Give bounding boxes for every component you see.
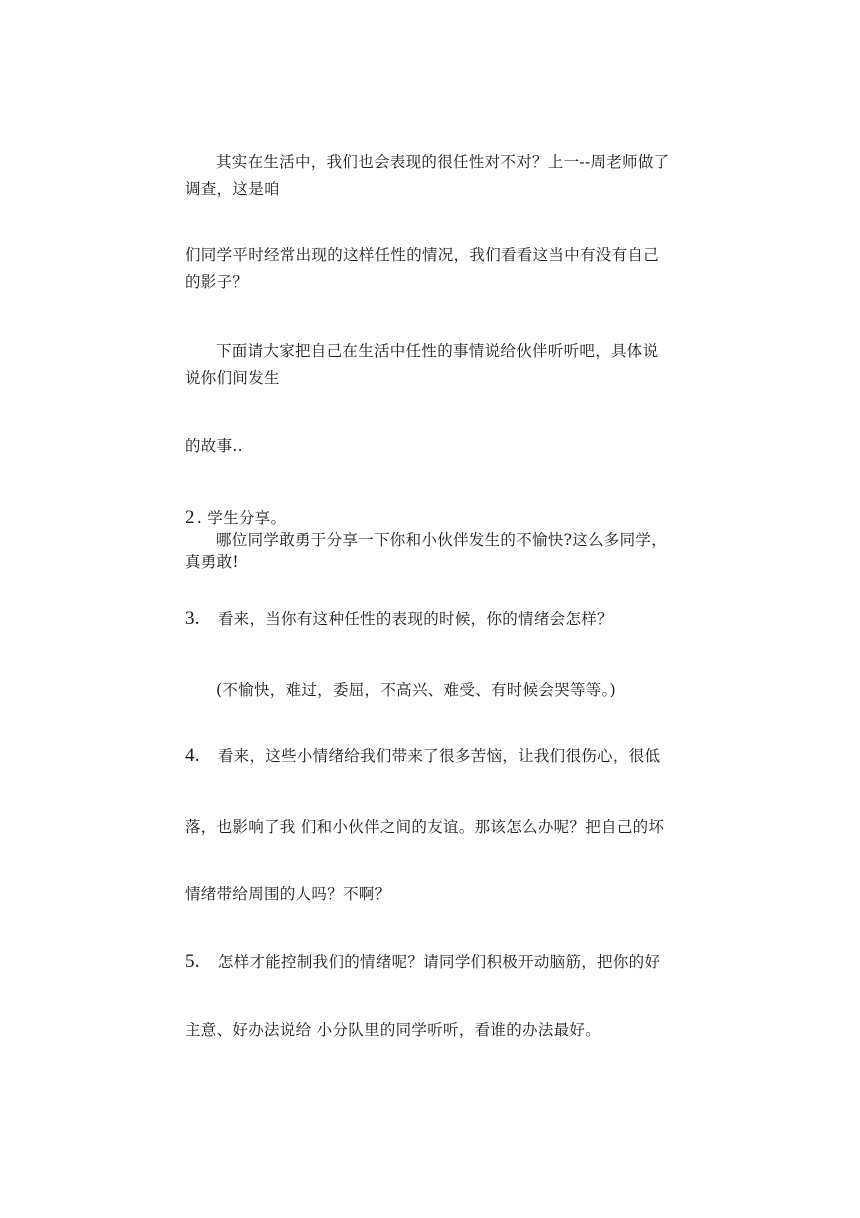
- paragraph-line: 哪位同学敢勇于分享一下你和小伙伴发生的不愉快?这么多同学，: [216, 531, 668, 549]
- paragraph-line: 的故事..: [185, 437, 243, 455]
- section-number: 2: [185, 507, 195, 528]
- section-number: 3.: [185, 608, 200, 629]
- section-text: 怎样才能控制我们的情绪呢？请同学们积极开动脑筋，把你的好: [217, 953, 661, 971]
- section-2-heading: [185, 507, 286, 529]
- answer-line: (不愉快，难过，委屈，不高兴、难受、有时候会哭等等。): [216, 681, 616, 699]
- paragraph-line: 说你们间发生: [185, 369, 280, 387]
- paragraph-line: 落，也影响了我 们和小伙伴之间的友谊。那该怎么办呢？把自己的坏: [185, 818, 665, 836]
- paragraph-line: 的影子？: [185, 273, 249, 291]
- paragraph-line: 主意、好办法说给 小分队里的同学听听，看谁的办法最好。: [185, 1021, 602, 1039]
- section-text: 看来，这些小情绪给我们带来了很多苦恼，让我们很伤心，很低: [217, 747, 661, 765]
- section-title: . 学生分享。: [196, 509, 287, 527]
- paragraph-line: 调查，这是咱: [185, 180, 280, 198]
- section-number: 5.: [185, 951, 200, 972]
- paragraph-line: 情绪带给周围的人吗？不啊？: [185, 885, 391, 903]
- paragraph-line: 其实在生活中，我们也会表现的很任性对不对？上一--周老师做了: [216, 153, 670, 171]
- section-3-line: [185, 608, 613, 630]
- paragraph-line: 真勇敢!: [185, 553, 239, 571]
- paragraph-line: 们同学平时经常出现的这样任性的情况，我们看看这当中有没有自己: [185, 246, 660, 264]
- section-number: 4.: [185, 745, 200, 766]
- section-4-line: [185, 745, 660, 767]
- section-5-line: [185, 951, 660, 973]
- section-text: 看来，当你有这种任性的表现的时候，你的情绪会怎样？: [217, 610, 613, 628]
- paragraph-line: 下面请大家把自己在生活中任性的事情说给伙伴听听吧，具体说: [216, 342, 659, 360]
